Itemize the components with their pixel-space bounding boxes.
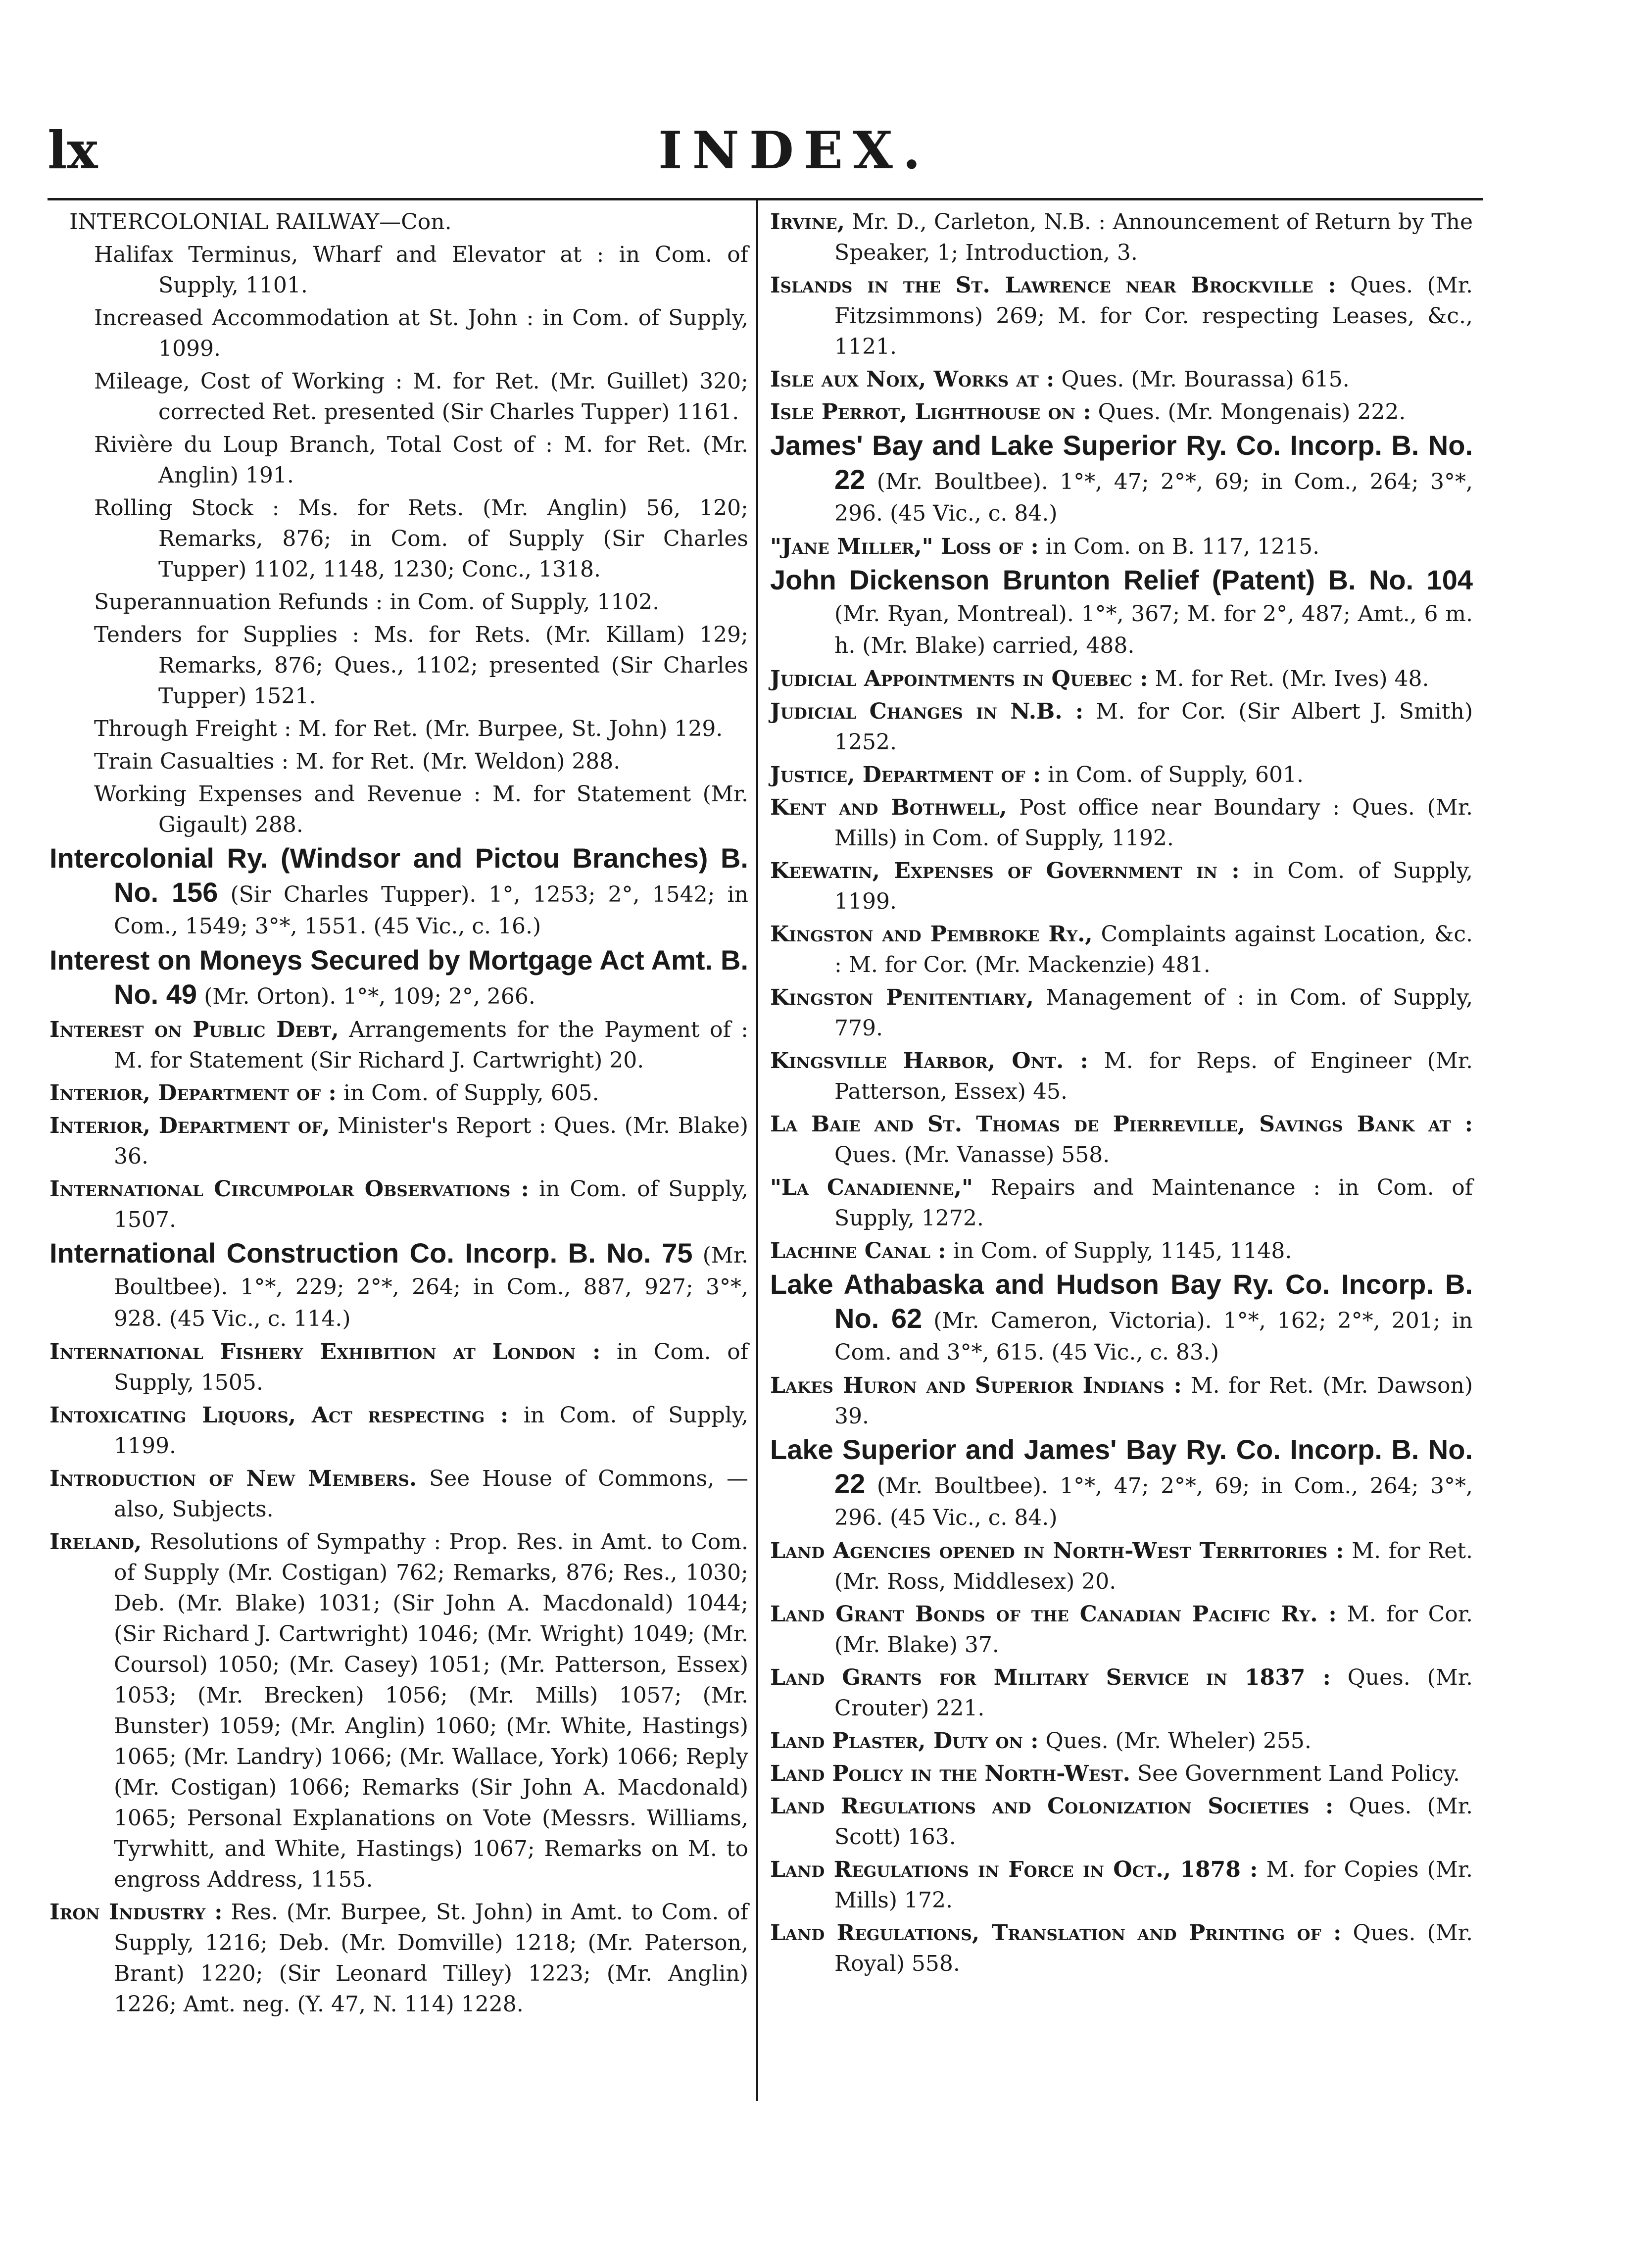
entry-text: in Com. of Supply, 605. xyxy=(343,1080,599,1106)
entry-text: in Com. of Supply, 1145, 1148. xyxy=(953,1238,1292,1264)
index-sub-entry: Increased Accommodation at St. John : in Com. of Supply, 1099. xyxy=(94,305,748,361)
entry-title: Intoxicating Liquors, Act respecting : xyxy=(49,1403,509,1428)
bill-title: Lake Athabaska and Hudson Bay Ry. Co. Incorp. B. No. 62 xyxy=(770,1269,1473,1334)
index-entry xyxy=(49,1400,748,1462)
index-entry xyxy=(770,397,1473,428)
index-entry xyxy=(770,1791,1473,1853)
entry-text: Res. (Mr. Burpee, St. John) in Amt. to Com. of Supply, 1216; Deb. (Mr. Domville) 1218; (Mr. Paterson, Brant) 1220; (Sir Leonard Tilley) 1223; (Mr. Anglin) 1226; Amt. neg. (Y. 47, N. 114) 1228. xyxy=(114,1900,748,2017)
entry-text: (Sir Charles Tupper). 1°, 1253; 2°, 1542; in Com., 1549; 3°*, 1551. (45 Vic., c. 16.) xyxy=(114,882,748,939)
entry-text: (Mr. Ryan, Montreal). 1°*, 367; M. for 2°, 487; Amt., 6 m. h. (Mr. Blake) carried, 488. xyxy=(834,601,1473,658)
entry-text: in Com. of Supply, 1505. xyxy=(114,1339,748,1395)
index-entry xyxy=(770,1918,1473,1979)
index-entry xyxy=(49,1464,748,1525)
entry-title: Keewatin, Expenses of Government in : xyxy=(770,858,1240,883)
index-entry xyxy=(770,364,1473,395)
entry-text: See Government Land Policy. xyxy=(1137,1761,1460,1786)
index-entry xyxy=(770,1536,1473,1597)
entry-text: (Mr. Boultbee). 1°*, 47; 2°*, 69; in Com., 264; 3°*, 296. (45 Vic., c. 84.) xyxy=(834,1473,1473,1530)
index-sub-entry: Halifax Terminus, Wharf and Elevator at : in Com. of Supply, 1101. xyxy=(94,242,748,298)
entry-title: Kingston and Pembroke Ry., xyxy=(770,922,1093,947)
bill-title: International Construction Co. Incorp. B. No. 75 xyxy=(49,1237,693,1269)
bill-entry xyxy=(770,1434,1473,1534)
index-entry xyxy=(49,1111,748,1172)
entry-title: Land Plaster, Duty on : xyxy=(770,1728,1039,1754)
bill-title: Intercolonial Ry. (Windsor and Pictou Branches) B. No. 156 xyxy=(49,842,748,908)
index-entry xyxy=(49,1078,748,1109)
index-sub-entry: Tenders for Supplies : Ms. for Rets. (Mr. Killam) 129; Remarks, 876; Ques., 1102; presented (Sir Charles Tupper) 1521. xyxy=(94,622,748,709)
index-entry xyxy=(770,1726,1473,1757)
entry-text: (Mr. Orton). 1°*, 109; 2°, 266. xyxy=(204,984,535,1009)
entry-text: Repairs and Maintenance : in Com. of Supply, 1272. xyxy=(834,1175,1473,1231)
bill-title: Interest on Moneys Secured by Mortgage Act Amt. B. No. 49 xyxy=(49,944,748,1010)
index-sub-entry: Train Casualties : M. for Ret. (Mr. Weldon) 288. xyxy=(94,749,621,774)
entry-text: Ques. (Mr. Wheler) 255. xyxy=(1045,1728,1312,1754)
entry-list xyxy=(770,207,1473,1979)
bill-entry xyxy=(770,1269,1473,1368)
entry-title: Judicial Appointments in Quebec : xyxy=(770,666,1148,691)
entry-text: Ques. (Mr. Scott) 163. xyxy=(834,1794,1473,1850)
index-entry xyxy=(49,1174,748,1235)
index-sub-entry: Rolling Stock : Ms. for Rets. (Mr. Anglin) 56, 120; Remarks, 876; in Com. of Supply (Sir Charles Tupper) 1102, 1148, 1230; Conc., 1318. xyxy=(94,495,748,582)
index-sub-entry: Through Freight : M. for Ret. (Mr. Burpee, St. John) 129. xyxy=(94,716,723,741)
index-entry xyxy=(49,1337,748,1398)
entry-title: Land Grant Bonds of the Canadian Pacific Ry. : xyxy=(770,1602,1337,1627)
index-entry xyxy=(770,696,1473,758)
bill-entry xyxy=(49,944,748,1013)
entry-title: Land Regulations, Translation and Printing of : xyxy=(770,1920,1342,1946)
index-entry xyxy=(49,1897,748,2020)
entry-title: Interior, Department of, xyxy=(49,1113,330,1138)
right-column xyxy=(770,207,1473,1981)
entry-text: Ques. (Mr. Vanasse) 558. xyxy=(834,1142,1110,1168)
entry-list xyxy=(49,842,748,2020)
entry-text: Ques. (Mr. Royal) 558. xyxy=(834,1920,1473,1976)
index-sub-entry: Working Expenses and Revenue : M. for Statement (Mr. Gigault) 288. xyxy=(94,782,748,837)
entry-text: (Mr. Boultbee). 1°*, 47; 2°*, 69; in Com., 264; 3°*, 296. (45 Vic., c. 84.) xyxy=(834,469,1473,526)
index-entry xyxy=(770,1236,1473,1267)
entry-text: Ques. (Mr. Bourassa) 615. xyxy=(1061,367,1350,392)
entry-title: Lakes Huron and Superior Indians : xyxy=(770,1373,1182,1398)
index-entry xyxy=(770,532,1473,562)
entry-text: Resolutions of Sympathy : Prop. Res. in Amt. to Com. of Supply (Mr. Costigan) 762; Remarks, 876; Res., 1030; Deb. (Mr. Blake) 1031; (Sir John A. Macdonald) 1044; (Sir Richard J. Cartwright) 1046; (Mr. Wright) 1049; (Mr. Coursol) 1050; (Mr. Casey) 1051; (Mr. Patterson, Essex) 1053; (Mr. Brecken) 1056; (Mr. Mills) 1057; (Mr. Bunster) 1059; (Mr. Anglin) 1060; (Mr. White, Hastings) 1065; (Mr. Landry) 1066; (Mr. Wallace, York) 1066; Reply (Mr. Costigan) 1066; Remarks (Sir John A. Macdonald) 1065; Personal Explanations on Vote (Messrs. Williams, Tyrwhitt, and White, Hastings) 1067; Remarks on M. to engross Address, 1155. xyxy=(114,1529,748,1892)
index-entry xyxy=(770,982,1473,1044)
entry-text: See House of Commons, —also, Subjects. xyxy=(114,1466,748,1522)
index-entry xyxy=(770,1759,1473,1789)
entry-title: Kingsville Harbor, Ont. : xyxy=(770,1048,1088,1074)
entry-text: Ques. (Mr. Fitzsimmons) 269; M. for Cor. respecting Leases, &c., 1121. xyxy=(834,273,1473,359)
header-rule xyxy=(48,198,1483,200)
entry-title: La Baie and St. Thomas de Pierreville, Savings Bank at : xyxy=(770,1112,1473,1137)
entry-title: Ireland, xyxy=(49,1529,142,1555)
index-sub-entry: Rivière du Loup Branch, Total Cost of : M. for Ret. (Mr. Anglin) 191. xyxy=(94,432,748,488)
sub-entry-list xyxy=(49,240,748,840)
entry-title: Islands in the St. Lawrence near Brockville : xyxy=(770,273,1336,298)
entry-title: "La Canadienne," xyxy=(770,1175,973,1200)
entry-title: Land Regulations and Colonization Societies : xyxy=(770,1794,1334,1819)
index-entry xyxy=(770,1855,1473,1916)
entry-title: Irvine, xyxy=(770,209,845,235)
entry-title: Land Regulations in Force in Oct., 1878 : xyxy=(770,1857,1258,1882)
entry-text: M. for Cor. (Sir Albert J. Smith) 1252. xyxy=(834,699,1473,755)
left-column xyxy=(49,207,748,2022)
bill-entry xyxy=(770,564,1473,662)
index-entry xyxy=(770,1370,1473,1432)
entry-text: in Com. on B. 117, 1215. xyxy=(1045,534,1320,559)
entry-title: Kingston Penitentiary, xyxy=(770,985,1034,1010)
index-entry xyxy=(49,1015,748,1076)
page-title: INDEX. xyxy=(658,120,931,181)
bill-title: John Dickenson Brunton Relief (Patent) B. No. 104 xyxy=(770,564,1473,595)
entry-text: in Com. of Supply, 601. xyxy=(1048,762,1304,787)
entry-title: Introduction of New Members. xyxy=(49,1466,417,1491)
entry-title: Land Agencies opened in North-West Territories : xyxy=(770,1538,1344,1564)
entry-text: (Mr. Cameron, Victoria). 1°*, 162; 2°*, 201; in Com. and 3°*, 615. (45 Vic., c. 83.) xyxy=(834,1308,1473,1365)
entry-title: International Circumpolar Observations : xyxy=(49,1176,529,1202)
index-heading: INTERCOLONIAL RAILWAY—Con. xyxy=(69,209,452,235)
entry-text: M. for Ret. (Mr. Ross, Middlesex) 20. xyxy=(834,1538,1473,1594)
bill-entry xyxy=(770,430,1473,530)
entry-title: Land Grants for Military Service in 1837 : xyxy=(770,1665,1331,1690)
index-entry xyxy=(770,1599,1473,1661)
entry-title: Lachine Canal : xyxy=(770,1238,946,1264)
entry-text: Ques. (Mr. Mongenais) 222. xyxy=(1098,399,1406,425)
entry-text: M. for Copies (Mr. Mills) 172. xyxy=(834,1857,1473,1913)
entry-text: M. for Ret. (Mr. Dawson) 39. xyxy=(834,1373,1473,1429)
index-sub-entry: Superannuation Refunds : in Com. of Supply, 1102. xyxy=(94,589,660,615)
bill-entry xyxy=(49,1237,748,1335)
entry-text: Post office near Boundary : Ques. (Mr. Mills) in Com. of Supply, 1192. xyxy=(834,795,1473,851)
entry-title: Justice, Department of : xyxy=(770,762,1041,787)
index-entry xyxy=(770,664,1473,694)
entry-title: International Fishery Exhibition at London : xyxy=(49,1339,601,1365)
index-entry xyxy=(770,1173,1473,1234)
index-entry xyxy=(770,792,1473,854)
index-entry xyxy=(770,1046,1473,1107)
index-entry xyxy=(770,856,1473,917)
entry-text: (Mr. Boultbee). 1°*, 229; 2°*, 264; in Com., 887, 927; 3°*, 928. (45 Vic., c. 114.) xyxy=(114,1243,748,1331)
entry-text: Complaints against Location, &c. : M. for Cor. (Mr. Mackenzie) 481. xyxy=(834,922,1473,977)
index-entry xyxy=(770,1662,1473,1724)
entry-text: Mr. D., Carleton, N.B. : Announcement of Return by The Speaker, 1; Introduction, 3. xyxy=(834,209,1473,265)
entry-title: Isle aux Noix, Works at : xyxy=(770,367,1055,392)
index-entry xyxy=(770,270,1473,362)
entry-title: "Jane Miller," Loss of : xyxy=(770,534,1039,559)
entry-text: M. for Ret. (Mr. Ives) 48. xyxy=(1155,666,1429,691)
entry-text: M. for Cor. (Mr. Blake) 37. xyxy=(834,1602,1473,1658)
index-entry xyxy=(770,760,1473,790)
entry-title: Isle Perrot, Lighthouse on : xyxy=(770,399,1091,425)
column-divider xyxy=(756,200,758,2101)
index-entry xyxy=(770,919,1473,980)
bill-title: Lake Superior and James' Bay Ry. Co. Incorp. B. No. 22 xyxy=(770,1434,1473,1499)
bill-entry xyxy=(49,842,748,942)
entry-text: in Com. of Supply, 1507. xyxy=(114,1176,748,1232)
entry-text: Management of : in Com. of Supply, 779. xyxy=(834,985,1473,1041)
entry-text: in Com. of Supply, 1199. xyxy=(834,858,1473,914)
index-sub-entry: Mileage, Cost of Working : M. for Ret. (Mr. Guillet) 320; corrected Ret. presented (Sir Charles Tupper) 1161. xyxy=(94,369,748,425)
entry-text: Ques. (Mr. Crouter) 221. xyxy=(834,1665,1473,1721)
entry-text: Arrangements for the Payment of : M. for Statement (Sir Richard J. Cartwright) 20. xyxy=(114,1017,748,1073)
entry-text: in Com. of Supply, 1199. xyxy=(114,1403,748,1459)
index-entry xyxy=(770,207,1473,268)
bill-title: James' Bay and Lake Superior Ry. Co. Incorp. B. No. 22 xyxy=(770,430,1473,495)
entry-text: M. for Reps. of Engineer (Mr. Patterson, Essex) 45. xyxy=(834,1048,1473,1104)
index-entry xyxy=(770,1109,1473,1171)
entry-title: Kent and Bothwell, xyxy=(770,795,1007,820)
entry-title: Interior, Department of : xyxy=(49,1080,337,1106)
entry-title: Judicial Changes in N.B. : xyxy=(770,699,1084,724)
page-number: lx xyxy=(48,120,98,181)
index-entry xyxy=(49,1527,748,1895)
entry-text: Minister's Report : Ques. (Mr. Blake) 36. xyxy=(114,1113,748,1169)
entry-title: Land Policy in the North-West. xyxy=(770,1761,1130,1786)
entry-title: Iron Industry : xyxy=(49,1900,223,1925)
entry-title: Interest on Public Debt, xyxy=(49,1017,339,1042)
